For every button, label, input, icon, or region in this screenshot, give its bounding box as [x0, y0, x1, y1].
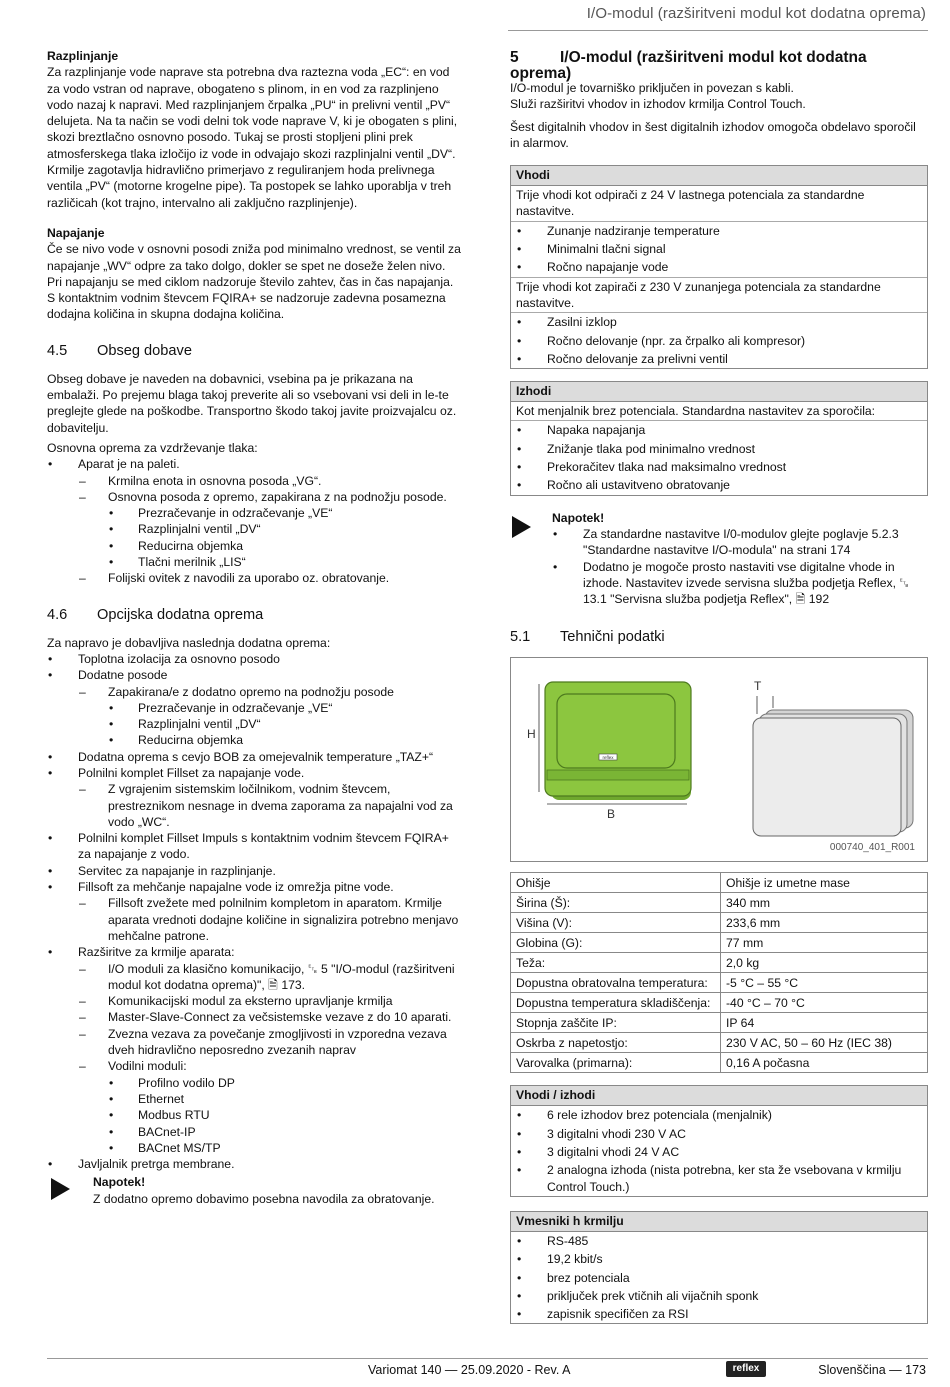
dim-t-label: T	[754, 679, 762, 694]
table-row	[511, 913, 928, 933]
box-row: Trije vhodi kot zapirači z 230 V zunanjega potenciala za standardne nastavitve.	[511, 278, 927, 314]
section-title: I/O-modul (razširitveni modul kot dodatna oprema)	[510, 49, 867, 83]
list-item: • RS-485	[516, 1232, 922, 1250]
spec-label: Teža:	[511, 953, 721, 973]
section-4-6-heading	[47, 607, 462, 629]
note-arrow-icon	[512, 516, 531, 538]
section-number: 5.1	[510, 629, 531, 646]
list-item: • Tlačni merilnik „LIS“	[108, 554, 462, 570]
figure-code: 000740_401_R001	[829, 842, 915, 854]
table-row	[511, 953, 928, 973]
cross-reference-link[interactable]: • Za standardne nastavitve I/0-modulov glejte poglavje 5.2.3 "Standardne nastavitve I/O-modula" na strani 174	[552, 526, 928, 559]
box-heading: Vhodi / izhodi	[511, 1086, 927, 1106]
izhodi-box	[510, 381, 928, 495]
list-item: • Ročno delovanje (npr. za črpalko ali kompresor)	[516, 332, 922, 350]
note-block	[510, 510, 928, 608]
spec-value: 340 mm	[721, 893, 928, 913]
sublist	[108, 1075, 462, 1156]
io-module-figure	[510, 657, 928, 862]
list-item: – Z vgrajenim sistemskim ločilnikom, vodnim števcem, prestreznikom nesnage in dvema zaporama za napajalni vod za vodo „WC“.	[78, 781, 462, 830]
io-module-illustration	[511, 658, 927, 861]
list-item: • Aparat je na paleti. – Krmilna enota in osnovna posoda „VG“. – Osnovna posoda z opremo, zapakirana z na podnožju posode. • Prezračevanje in odzračevanje „VE“ • Razplinjalni ventil „DV“ • Reducirna objemka • Tlačni merilnik „LIS“ – Folijski ovitek z navodili za uporabo oz. obratovanje.	[47, 456, 462, 586]
box-heading: Vhodi	[511, 166, 927, 186]
spec-value: 2,0 kg	[721, 953, 928, 973]
spec-label: Dopustna temperatura skladiščenja:	[511, 993, 721, 1013]
header-rule	[508, 30, 928, 31]
list-item: • Zunanje nadziranje temperature	[516, 222, 922, 240]
spec-label: Globina (G):	[511, 933, 721, 953]
list-item: • Ročno delovanje za prelivni ventil	[516, 350, 922, 368]
list-item: – Zvezna vezava za povečanje zmogljivosti in vzporedna vezava dveh hidravlično neposredno zvezanih naprav	[78, 1026, 462, 1059]
list-item: – Komunikacijski modul za eksterno upravljanje krmilja	[78, 993, 462, 1009]
table-row	[511, 993, 928, 1013]
section-5-1-heading	[510, 629, 928, 651]
table-row	[511, 1053, 928, 1073]
list-item: • Razširitve za krmilje aparata: – I/O moduli za klasično komunikacijo, ␗ 5 "I/O-modul (razširitveni modul kot dodatna oprema)", 🗎 173. – Komunikacijski modul za eksterno upravljanje krmilja – Master-Slave-Connect za večsistemske vezave z do 10 aparati. – Zvezna vezava za povečanje zmogljivosti in vzporedna vezava dveh hidravlično neposredno zvezanih naprav – Vodilni moduli: • Profilno vodilo DP • Ethernet • Modbus RTU • BACnet-IP • BACnet MS/TP	[47, 944, 462, 1156]
spec-label: Dopustna obratovalna temperatura:	[511, 973, 721, 993]
list-item: • Dodatna oprema s cevjo BOB za omejevalnik temperature „TAZ+“	[47, 749, 462, 765]
napajanje-heading: Napajanje	[47, 225, 105, 240]
list-item: • 2 analogna izhoda (nista potrebna, ker sta že vsebovana v krmilju Control Touch.)	[516, 1161, 922, 1196]
sublist	[78, 961, 462, 1157]
footer-page-info: Slovenščina — 173	[818, 1363, 926, 1377]
list-item: • BACnet MS/TP	[108, 1140, 462, 1156]
box-row	[511, 1106, 927, 1195]
sec5-paragraph-2: Šest digitalnih vhodov in šest digitalnih izhodov omogoča obdelavo sporočil in alarmov.	[510, 119, 916, 150]
list-item: • Polnilni komplet Fillset Impuls s kontaktnim vodnim števcem FQIRA+ za napajanje z vodo.	[47, 830, 462, 863]
sublist	[78, 473, 462, 587]
note-text: Z dodatno opremo dobavimo posebna navodila za obratovanje.	[93, 1191, 435, 1206]
box-list	[516, 1106, 922, 1195]
list-item: • 6 rele izhodov brez potenciala (menjalnik)	[516, 1106, 922, 1124]
list-item: • Prekoračitev tlaka nad maksimalno vrednost	[516, 458, 922, 476]
module-bottom-band	[547, 770, 689, 780]
box-heading: Vmesniki h krmilju	[511, 1212, 927, 1232]
list-item: – Master-Slave-Connect za večsistemske vezave z do 10 aparati.	[78, 1009, 462, 1025]
list-item: • Ročno ali ustavitveno obratovanje	[516, 476, 922, 494]
note-arrow-icon	[51, 1178, 70, 1200]
sublist	[78, 684, 462, 749]
list-item: • Zasilni izklop	[516, 313, 922, 331]
list-item: • Ročno napajanje vode	[516, 258, 922, 276]
sec45-paragraph: Obseg dobave je naveden na dobavnici, vsebina pa je prikazana na embalaži. Po prejemu blaga takoj preverite ali so vsebovani vsi deli in le-te preglejte glede na poškodbe. Transportno škodo takoj javite proizvajalcu oz. dobavitelju.	[47, 371, 457, 435]
sec5-line-1: I/O-modul je tovarniško priključen in povezan s kabli.	[510, 81, 794, 95]
spec-value: 233,6 mm	[721, 913, 928, 933]
list-item: • Polnilni komplet Fillset za napajanje vode. – Z vgrajenim sistemskim ločilnikom, vodnim števcem, prestreznikom nesnage in dvema zaporama za napajalni vod za vodo „WC“.	[47, 765, 462, 830]
list-item: – Vodilni moduli: • Profilno vodilo DP • Ethernet • Modbus RTU • BACnet-IP • BACnet MS/TP	[78, 1058, 462, 1156]
vhodi-izhodi-box	[510, 1085, 928, 1196]
sublist	[78, 895, 462, 944]
list-item: • Profilno vodilo DP	[108, 1075, 462, 1091]
vhodi-box	[510, 165, 928, 369]
list-item: • Razplinjalni ventil „DV“	[108, 521, 462, 537]
list-item: • Prezračevanje in odzračevanje „VE“	[108, 700, 462, 716]
list-item: • zapisnik specifičen za RSI	[516, 1305, 922, 1323]
note-title: Napotek!	[93, 1175, 146, 1190]
note-block	[47, 1174, 462, 1207]
napajanje-text: Če se nivo vode v osnovni posodi zniža pod minimalno vrednost, se ventil za napajanje „WV“ odpre za tako dolgo, dokler se spet ne doseže želen nivo. Pri napajanju se med ciklom nadzoruje število zahtev, čas in čas napajanja. S kontaktnim vodnim števcem FQIRA+ se nadzoruje zadevna posamezna dodajna količina in skupna dodajna količina.	[47, 242, 461, 322]
box-list	[516, 222, 922, 277]
reflex-logo: reflex	[726, 1361, 766, 1377]
module-logo-text: reflex	[602, 755, 614, 761]
box-row	[511, 222, 927, 278]
section-4-5-heading	[47, 343, 462, 365]
sec46-intro: Za napravo je dobavljiva naslednja dodatna oprema:	[47, 635, 331, 650]
sec5-paragraph	[510, 80, 928, 113]
sec46-list	[47, 651, 462, 1173]
razplinjanje-text: Za razplinjanje vode naprave sta potrebna dva raztezna voda „EC“: en vod za vodo vstran od naprave, obogateno s plinom, in en vod za razplinjeno vodo nazaj k napravi. Med razplinjanjem črpalka „PU“ in prelivni ventil „PV“ delujeta. Na ta način se vodi delni tok vode naprave V, ki je obogaten s plini, skozi breztlačno osnovno posodo. Tukaj se prosti stopljeni plini prek atmosferskega tlaka izločijo iz vode in odvajajo skozi razplinjalni ventil „DV“. Krmilje zagotavlja hidravlično primerjavo z reguliranjem hoda prelivnega ventila „PV“ (motorne krogelne pipe). Ta postopek se lahko uporablja v treh različicah (kot trajno, intervalno ali zaključno razplinjenje).	[47, 65, 458, 210]
grey-module-front	[753, 718, 901, 836]
list-item: • brez potenciala	[516, 1269, 922, 1287]
list-item: • Dodatne posode – Zapakirana/e z dodatno opremo na podnožju posode • Prezračevanje in odzračevanje „VE“ • Razplinjalni ventil „DV“ • Reducirna objemka	[47, 667, 462, 748]
table-row	[511, 933, 928, 953]
spec-label: Višina (V):	[511, 913, 721, 933]
section-title: Obseg dobave	[97, 342, 192, 359]
list-item: • Fillsoft za mehčanje napajalne vode iz omrežja pitne vode. – Fillsoft zvežete med polnilnim kompletom in aparatom. Krmilje aparata vrednoti dodajne količine in signalizira potrebno menjavo mehčalne patrone.	[47, 879, 462, 944]
box-list	[516, 1232, 922, 1323]
dim-h-label: H	[527, 727, 536, 742]
left-column	[47, 48, 462, 1211]
list-item: • Ethernet	[108, 1091, 462, 1107]
spec-value: -40 °C – 70 °C	[721, 993, 928, 1013]
list-item: • Reducirna objemka	[108, 538, 462, 554]
spec-value: IP 64	[721, 1013, 928, 1033]
razplinjanje-heading: Razplinjanje	[47, 49, 119, 63]
box-row	[511, 421, 927, 494]
tech-data-body	[511, 873, 928, 1073]
section-number: 4.5	[47, 342, 68, 359]
footer-doc-info: Variomat 140 — 25.09.2020 - Rev. A	[368, 1363, 571, 1377]
table-row	[511, 1013, 928, 1033]
box-heading: Izhodi	[511, 382, 927, 402]
tech-data-table	[510, 872, 928, 1073]
cross-reference-link[interactable]: • Dodatno je mogoče prosto nastaviti vse digitalne vhode in izhode. Nastavitev izvede servisna služba podjetja Reflex, ␗ 13.1 "Servisna služba podjetja Reflex", 🗎 192	[552, 559, 928, 608]
list-item: • Napaka napajanja	[516, 421, 922, 439]
list-item: • Reducirna objemka	[108, 732, 462, 748]
box-row: Kot menjalnik brez potenciala. Standardna nastavitev za sporočila:	[511, 402, 927, 421]
list-item: • Prezračevanje in odzračevanje „VE“	[108, 505, 462, 521]
list-item: – Krmilna enota in osnovna posoda „VG“.	[78, 473, 462, 489]
spec-value: -5 °C – 55 °C	[721, 973, 928, 993]
list-item: – Fillsoft zvežete med polnilnim kompletom in aparatom. Krmilje aparata vrednoti dodajne količine in signalizira potrebno menjavo mehčalne patrone.	[78, 895, 462, 944]
section-number: 5	[510, 49, 519, 66]
sublist	[108, 700, 462, 749]
box-row	[511, 1232, 927, 1323]
section-title: Tehnični podatki	[560, 629, 665, 646]
spec-value: 0,16 A počasna	[721, 1053, 928, 1073]
table-row	[511, 893, 928, 913]
list-item: • Servitec za napajanje in razplinjanje.	[47, 863, 462, 879]
right-column	[510, 50, 928, 1324]
box-list	[516, 313, 922, 368]
spec-value: 230 V AC, 50 – 60 Hz (IEC 38)	[721, 1033, 928, 1053]
note-title: Napotek!	[552, 510, 605, 525]
table-row	[511, 1033, 928, 1053]
page-header-title: I/O-modul (razširitveni modul kot dodatna oprema)	[586, 5, 926, 22]
spec-label: Varovalka (primarna):	[511, 1053, 721, 1073]
note-list	[552, 526, 928, 607]
sec45-paragraph-2: Osnovna oprema za vzdrževanje tlaka:	[47, 440, 258, 455]
spec-label: Ohišje	[511, 873, 721, 893]
vmesniki-box	[510, 1211, 928, 1324]
section-title: Opcijska dodatna oprema	[97, 606, 264, 623]
box-row: Trije vhodi kot odpirači z 24 V lastnega potenciala za standardne nastavitve.	[511, 186, 927, 222]
list-item: – Folijski ovitek z navodili za uporabo oz. obratovanje.	[78, 570, 462, 586]
box-list	[516, 421, 922, 494]
list-item: • 3 digitalni vhodi 230 V AC	[516, 1125, 922, 1143]
list-item: • Minimalni tlačni signal	[516, 240, 922, 258]
list-item: • 19,2 kbit/s	[516, 1250, 922, 1268]
sublist	[108, 505, 462, 570]
footer-rule	[47, 1358, 928, 1359]
list-item: • Toplotna izolacija za osnovno posodo	[47, 651, 462, 667]
list-item: • 3 digitalni vhodi 24 V AC	[516, 1143, 922, 1161]
list-item: • Javljalnik pretrga membrane.	[47, 1156, 462, 1172]
list-item: • BACnet-IP	[108, 1124, 462, 1140]
section-number: 4.6	[47, 606, 68, 623]
list-item: • Znižanje tlaka pod minimalno vrednost	[516, 440, 922, 458]
sec45-list	[47, 456, 462, 586]
spec-label: Oskrba z napetostjo:	[511, 1033, 721, 1053]
list-item: • Modbus RTU	[108, 1107, 462, 1123]
list-item: • Razplinjalni ventil „DV“	[108, 716, 462, 732]
spec-value: Ohišje iz umetne mase	[721, 873, 928, 893]
spec-value: 77 mm	[721, 933, 928, 953]
spec-label: Stopnja zaščite IP:	[511, 1013, 721, 1033]
list-item: – Zapakirana/e z dodatno opremo na podnožju posode • Prezračevanje in odzračevanje „VE“ • Razplinjalni ventil „DV“ • Reducirna objemka	[78, 684, 462, 749]
list-item: – Osnovna posoda z opremo, zapakirana z na podnožju posode. • Prezračevanje in odzračevanje „VE“ • Razplinjalni ventil „DV“ • Reducirna objemka • Tlačni merilnik „LIS“	[78, 489, 462, 570]
section-5-heading	[510, 49, 928, 83]
table-row	[511, 973, 928, 993]
box-row	[511, 313, 927, 368]
table-row	[511, 873, 928, 893]
sec5-line-2: Služi razširitvi vhodov in izhodov krmilja Control Touch.	[510, 97, 806, 112]
cross-reference-link[interactable]: – I/O moduli za klasično komunikacijo, ␗ 5 "I/O-modul (razširitveni modul kot dodatna oprema)", 🗎 173.	[78, 961, 462, 994]
list-item: • priključek prek vtičnih ali vijačnih sponk	[516, 1287, 922, 1305]
dim-b-label: B	[607, 807, 616, 822]
spec-label: Širina (Š):	[511, 893, 721, 913]
sublist	[78, 781, 462, 830]
